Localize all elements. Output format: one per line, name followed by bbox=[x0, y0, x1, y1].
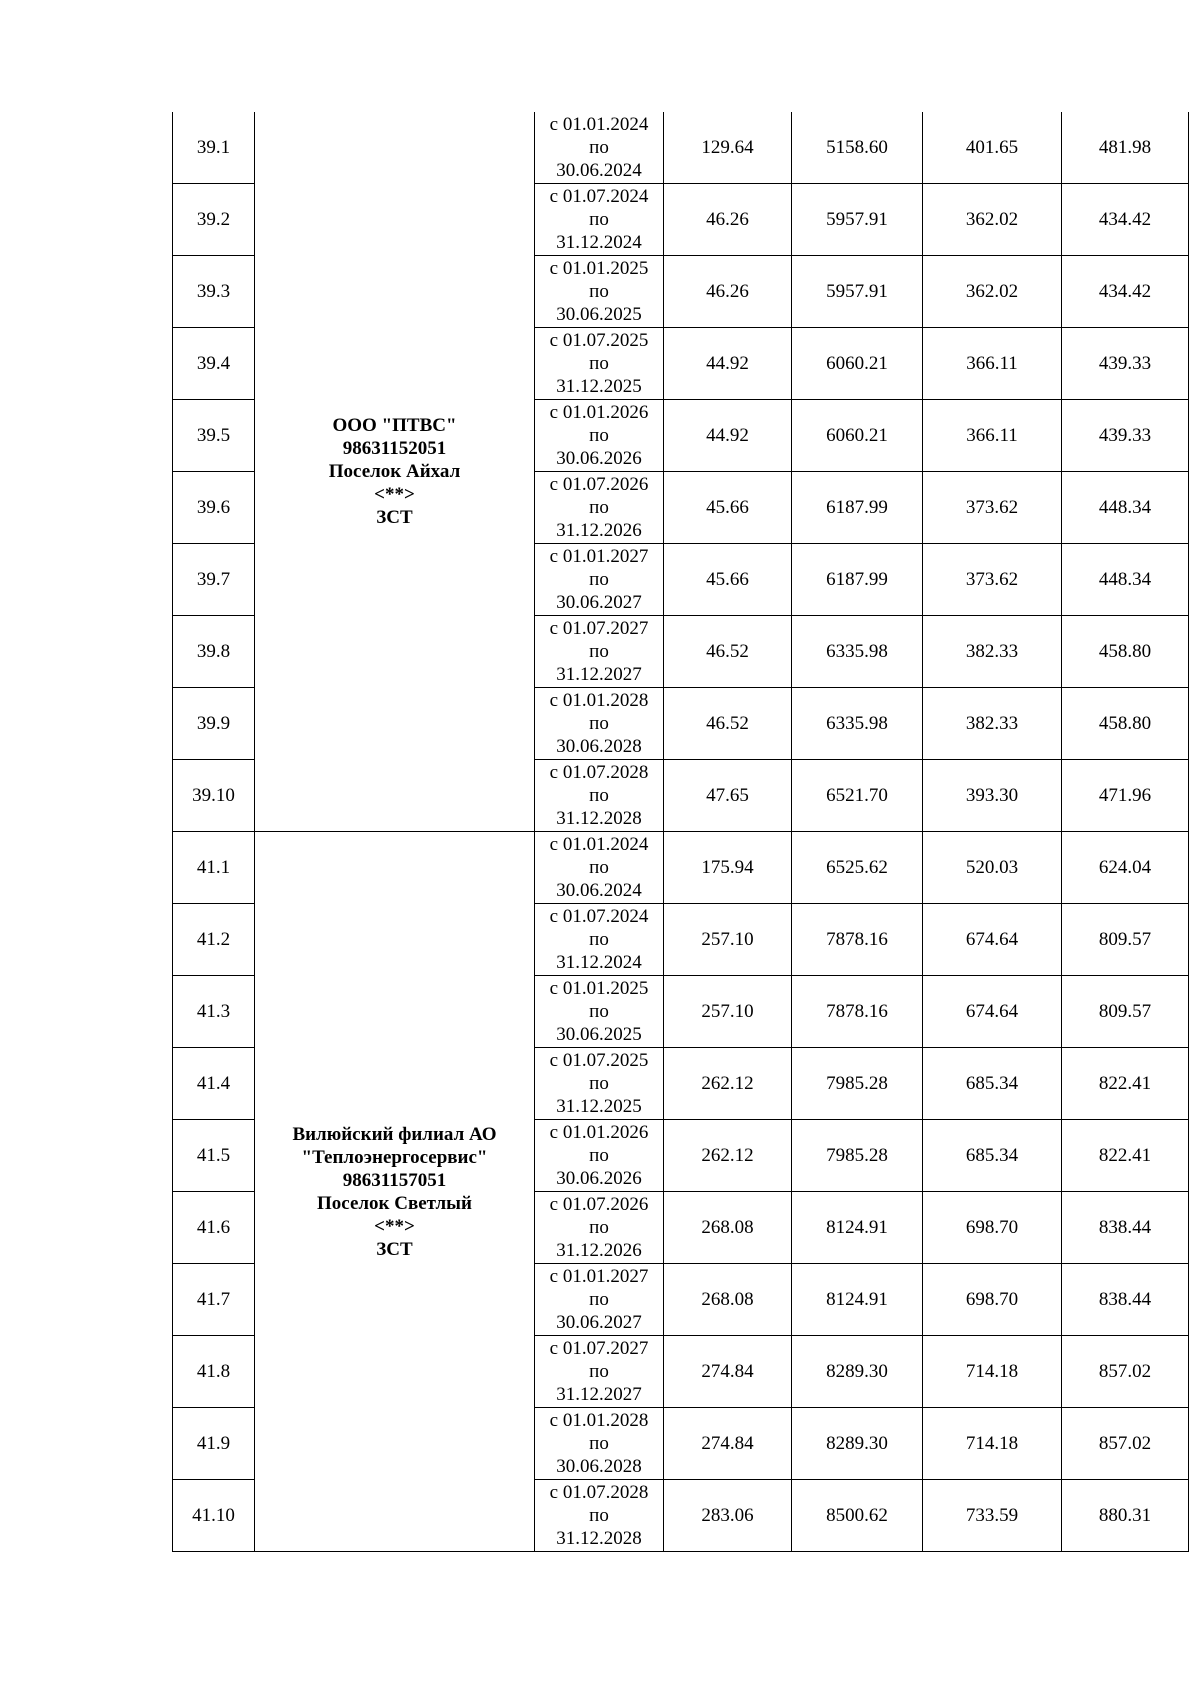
value-cell-v2: 7985.28 bbox=[792, 1120, 923, 1192]
value-cell-v3: 733.59 bbox=[923, 1480, 1062, 1552]
period-line: 30.06.2026 bbox=[556, 1168, 642, 1189]
table-row bbox=[173, 832, 1189, 904]
value-cell-v2: 6525.62 bbox=[792, 832, 923, 904]
value-cell-v3: 685.34 bbox=[923, 1120, 1062, 1192]
value-cell-v3: 393.30 bbox=[923, 760, 1062, 832]
value-cell-v4: 624.04 bbox=[1062, 832, 1189, 904]
value-cell-v4: 822.41 bbox=[1062, 1048, 1189, 1120]
period-cell bbox=[535, 256, 664, 328]
period-cell bbox=[535, 400, 664, 472]
value-cell-v1: 268.08 bbox=[664, 1264, 792, 1336]
organization-line: 98631152051 bbox=[342, 438, 447, 459]
period-cell bbox=[535, 616, 664, 688]
value-cell-v1: 274.84 bbox=[664, 1408, 792, 1480]
period-line: по bbox=[589, 281, 609, 302]
period-line: по bbox=[589, 1145, 609, 1166]
value-cell-v2: 7878.16 bbox=[792, 904, 923, 976]
period-line: 30.06.2027 bbox=[556, 1312, 642, 1333]
value-cell-v4: 838.44 bbox=[1062, 1192, 1189, 1264]
row-number-cell: 39.10 bbox=[173, 760, 255, 832]
organization-cell bbox=[255, 832, 535, 1552]
row-number-cell: 41.1 bbox=[173, 832, 255, 904]
period-line: 30.06.2024 bbox=[556, 880, 642, 901]
value-cell-v4: 439.33 bbox=[1062, 400, 1189, 472]
organization-line: "Теплоэнергосервис" bbox=[301, 1146, 488, 1168]
value-cell-v4: 471.96 bbox=[1062, 760, 1189, 832]
value-cell-v2: 6187.99 bbox=[792, 472, 923, 544]
period-line: с 01.07.2026 bbox=[549, 1194, 649, 1215]
row-number-cell: 39.9 bbox=[173, 688, 255, 760]
value-cell-v4: 809.57 bbox=[1062, 904, 1189, 976]
period-line: с 01.01.2025 bbox=[549, 978, 649, 999]
value-cell-v2: 7985.28 bbox=[792, 1048, 923, 1120]
value-cell-v4: 809.57 bbox=[1062, 976, 1189, 1048]
period-cell bbox=[535, 760, 664, 832]
value-cell-v3: 362.02 bbox=[923, 184, 1062, 256]
value-cell-v3: 714.18 bbox=[923, 1408, 1062, 1480]
organization-line: Поселок Айхал bbox=[328, 461, 461, 482]
period-cell bbox=[535, 1120, 664, 1192]
value-cell-v1: 46.26 bbox=[664, 184, 792, 256]
period-line: по bbox=[589, 1001, 609, 1022]
period-line: по bbox=[589, 1361, 609, 1382]
period-line: 31.12.2027 bbox=[556, 1384, 642, 1405]
value-cell-v3: 698.70 bbox=[923, 1264, 1062, 1336]
period-line: с 01.01.2028 bbox=[549, 1410, 649, 1431]
period-line: по bbox=[589, 497, 609, 518]
value-cell-v3: 373.62 bbox=[923, 544, 1062, 616]
row-number-cell: 39.7 bbox=[173, 544, 255, 616]
organization-line: Вилюйский филиал АО bbox=[292, 1123, 497, 1145]
value-cell-v1: 274.84 bbox=[664, 1336, 792, 1408]
value-cell-v4: 434.42 bbox=[1062, 184, 1189, 256]
period-line: 30.06.2027 bbox=[556, 592, 642, 613]
value-cell-v2: 6060.21 bbox=[792, 400, 923, 472]
row-number-cell: 39.2 bbox=[173, 184, 255, 256]
period-line: с 01.07.2025 bbox=[549, 330, 649, 351]
period-line: с 01.01.2024 bbox=[549, 834, 649, 855]
value-cell-v1: 257.10 bbox=[664, 976, 792, 1048]
value-cell-v1: 129.64 bbox=[664, 112, 792, 184]
period-line: с 01.07.2025 bbox=[549, 1050, 649, 1071]
period-cell bbox=[535, 1264, 664, 1336]
row-number-cell: 41.8 bbox=[173, 1336, 255, 1408]
value-cell-v1: 283.06 bbox=[664, 1480, 792, 1552]
value-cell-v1: 44.92 bbox=[664, 328, 792, 400]
value-cell-v3: 382.33 bbox=[923, 688, 1062, 760]
period-line: 31.12.2024 bbox=[556, 952, 642, 973]
period-cell bbox=[535, 544, 664, 616]
period-cell bbox=[535, 1336, 664, 1408]
period-cell bbox=[535, 112, 664, 184]
value-cell-v2: 8124.91 bbox=[792, 1192, 923, 1264]
period-line: по bbox=[589, 1433, 609, 1454]
period-cell bbox=[535, 1192, 664, 1264]
row-number-cell: 39.8 bbox=[173, 616, 255, 688]
value-cell-v3: 520.03 bbox=[923, 832, 1062, 904]
value-cell-v2: 8500.62 bbox=[792, 1480, 923, 1552]
value-cell-v4: 458.80 bbox=[1062, 688, 1189, 760]
row-number-cell: 39.1 bbox=[173, 112, 255, 184]
period-line: по bbox=[589, 641, 609, 662]
value-cell-v1: 45.66 bbox=[664, 544, 792, 616]
period-line: с 01.01.2027 bbox=[549, 546, 649, 567]
period-line: с 01.01.2025 bbox=[549, 258, 649, 279]
row-number-cell: 39.6 bbox=[173, 472, 255, 544]
period-line: по bbox=[589, 1217, 609, 1238]
period-line: с 01.07.2026 bbox=[549, 474, 649, 495]
period-line: по bbox=[589, 137, 609, 158]
value-cell-v1: 46.26 bbox=[664, 256, 792, 328]
value-cell-v4: 838.44 bbox=[1062, 1264, 1189, 1336]
period-line: с 01.01.2027 bbox=[549, 1266, 649, 1287]
row-number-cell: 39.4 bbox=[173, 328, 255, 400]
period-line: 31.12.2026 bbox=[556, 520, 642, 541]
period-line: 31.12.2025 bbox=[556, 376, 642, 397]
period-line: с 01.07.2024 bbox=[549, 906, 649, 927]
value-cell-v3: 401.65 bbox=[923, 112, 1062, 184]
value-cell-v2: 5957.91 bbox=[792, 256, 923, 328]
value-cell-v4: 458.80 bbox=[1062, 616, 1189, 688]
organization-line: ЗСТ bbox=[376, 507, 413, 528]
value-cell-v1: 262.12 bbox=[664, 1048, 792, 1120]
value-cell-v4: 481.98 bbox=[1062, 112, 1189, 184]
value-cell-v2: 6335.98 bbox=[792, 688, 923, 760]
period-line: 31.12.2027 bbox=[556, 664, 642, 685]
value-cell-v2: 5158.60 bbox=[792, 112, 923, 184]
period-cell bbox=[535, 1408, 664, 1480]
value-cell-v3: 674.64 bbox=[923, 976, 1062, 1048]
period-line: с 01.07.2027 bbox=[549, 618, 649, 639]
period-line: по bbox=[589, 1289, 609, 1310]
period-line: с 01.07.2028 bbox=[549, 1482, 649, 1503]
period-cell bbox=[535, 976, 664, 1048]
row-number-cell: 39.5 bbox=[173, 400, 255, 472]
value-cell-v1: 45.66 bbox=[664, 472, 792, 544]
period-cell bbox=[535, 184, 664, 256]
period-line: с 01.07.2024 bbox=[549, 186, 649, 207]
organization-line: <**> bbox=[374, 1215, 415, 1237]
value-cell-v1: 44.92 bbox=[664, 400, 792, 472]
period-line: с 01.07.2028 bbox=[549, 762, 649, 783]
row-number-cell: 41.3 bbox=[173, 976, 255, 1048]
value-cell-v4: 434.42 bbox=[1062, 256, 1189, 328]
period-line: по bbox=[589, 569, 609, 590]
period-line: 31.12.2024 bbox=[556, 232, 642, 253]
value-cell-v4: 857.02 bbox=[1062, 1336, 1189, 1408]
value-cell-v3: 373.62 bbox=[923, 472, 1062, 544]
value-cell-v3: 362.02 bbox=[923, 256, 1062, 328]
value-cell-v4: 822.41 bbox=[1062, 1120, 1189, 1192]
period-line: 30.06.2024 bbox=[556, 160, 642, 181]
row-number-cell: 41.2 bbox=[173, 904, 255, 976]
value-cell-v2: 7878.16 bbox=[792, 976, 923, 1048]
value-cell-v1: 175.94 bbox=[664, 832, 792, 904]
value-cell-v1: 268.08 bbox=[664, 1192, 792, 1264]
tariff-table-body bbox=[173, 112, 1189, 1552]
period-line: по bbox=[589, 785, 609, 806]
period-line: 31.12.2028 bbox=[556, 808, 642, 829]
period-line: 31.12.2025 bbox=[556, 1096, 642, 1117]
value-cell-v3: 366.11 bbox=[923, 400, 1062, 472]
row-number-cell: 39.3 bbox=[173, 256, 255, 328]
tariff-table bbox=[172, 112, 1189, 1552]
organization-line: ЗСТ bbox=[376, 1238, 413, 1260]
period-line: по bbox=[589, 713, 609, 734]
period-line: с 01.07.2027 bbox=[549, 1338, 649, 1359]
value-cell-v4: 448.34 bbox=[1062, 544, 1189, 616]
period-line: по bbox=[589, 353, 609, 374]
period-cell bbox=[535, 472, 664, 544]
row-number-cell: 41.4 bbox=[173, 1048, 255, 1120]
value-cell-v4: 448.34 bbox=[1062, 472, 1189, 544]
row-number-cell: 41.6 bbox=[173, 1192, 255, 1264]
value-cell-v3: 382.33 bbox=[923, 616, 1062, 688]
value-cell-v3: 366.11 bbox=[923, 328, 1062, 400]
value-cell-v2: 6521.70 bbox=[792, 760, 923, 832]
value-cell-v1: 46.52 bbox=[664, 688, 792, 760]
value-cell-v2: 5957.91 bbox=[792, 184, 923, 256]
period-cell bbox=[535, 904, 664, 976]
period-line: по bbox=[589, 857, 609, 878]
value-cell-v3: 698.70 bbox=[923, 1192, 1062, 1264]
organization-line: ООО "ПТВС" bbox=[332, 415, 457, 436]
period-line: по bbox=[589, 209, 609, 230]
value-cell-v1: 47.65 bbox=[664, 760, 792, 832]
row-number-cell: 41.10 bbox=[173, 1480, 255, 1552]
period-line: с 01.01.2024 bbox=[549, 114, 649, 135]
period-cell bbox=[535, 832, 664, 904]
value-cell-v3: 685.34 bbox=[923, 1048, 1062, 1120]
period-cell bbox=[535, 328, 664, 400]
period-line: по bbox=[589, 1505, 609, 1526]
value-cell-v1: 262.12 bbox=[664, 1120, 792, 1192]
period-line: с 01.01.2026 bbox=[549, 1122, 649, 1143]
period-line: 30.06.2028 bbox=[556, 1456, 642, 1477]
value-cell-v2: 6060.21 bbox=[792, 328, 923, 400]
period-cell bbox=[535, 1048, 664, 1120]
organization-line: 98631157051 bbox=[342, 1169, 447, 1191]
period-line: по bbox=[589, 929, 609, 950]
period-cell bbox=[535, 688, 664, 760]
period-line: с 01.01.2026 bbox=[549, 402, 649, 423]
value-cell-v1: 46.52 bbox=[664, 616, 792, 688]
row-number-cell: 41.9 bbox=[173, 1408, 255, 1480]
table-row bbox=[173, 112, 1189, 184]
period-line: 31.12.2028 bbox=[556, 1528, 642, 1549]
organization-cell bbox=[255, 112, 535, 832]
value-cell-v3: 714.18 bbox=[923, 1336, 1062, 1408]
value-cell-v4: 439.33 bbox=[1062, 328, 1189, 400]
value-cell-v4: 880.31 bbox=[1062, 1480, 1189, 1552]
period-line: с 01.01.2028 bbox=[549, 690, 649, 711]
value-cell-v2: 6335.98 bbox=[792, 616, 923, 688]
period-line: 30.06.2028 bbox=[556, 736, 642, 757]
period-line: по bbox=[589, 1073, 609, 1094]
period-cell bbox=[535, 1480, 664, 1552]
value-cell-v2: 8124.91 bbox=[792, 1264, 923, 1336]
row-number-cell: 41.7 bbox=[173, 1264, 255, 1336]
period-line: по bbox=[589, 425, 609, 446]
value-cell-v3: 674.64 bbox=[923, 904, 1062, 976]
value-cell-v2: 8289.30 bbox=[792, 1408, 923, 1480]
value-cell-v4: 857.02 bbox=[1062, 1408, 1189, 1480]
organization-line: Поселок Светлый bbox=[317, 1192, 472, 1214]
row-number-cell: 41.5 bbox=[173, 1120, 255, 1192]
period-line: 31.12.2026 bbox=[556, 1240, 642, 1261]
value-cell-v2: 6187.99 bbox=[792, 544, 923, 616]
period-line: 30.06.2026 bbox=[556, 448, 642, 469]
period-line: 30.06.2025 bbox=[556, 1024, 642, 1045]
period-line: 30.06.2025 bbox=[556, 304, 642, 325]
organization-line: <**> bbox=[374, 484, 415, 505]
value-cell-v2: 8289.30 bbox=[792, 1336, 923, 1408]
value-cell-v1: 257.10 bbox=[664, 904, 792, 976]
